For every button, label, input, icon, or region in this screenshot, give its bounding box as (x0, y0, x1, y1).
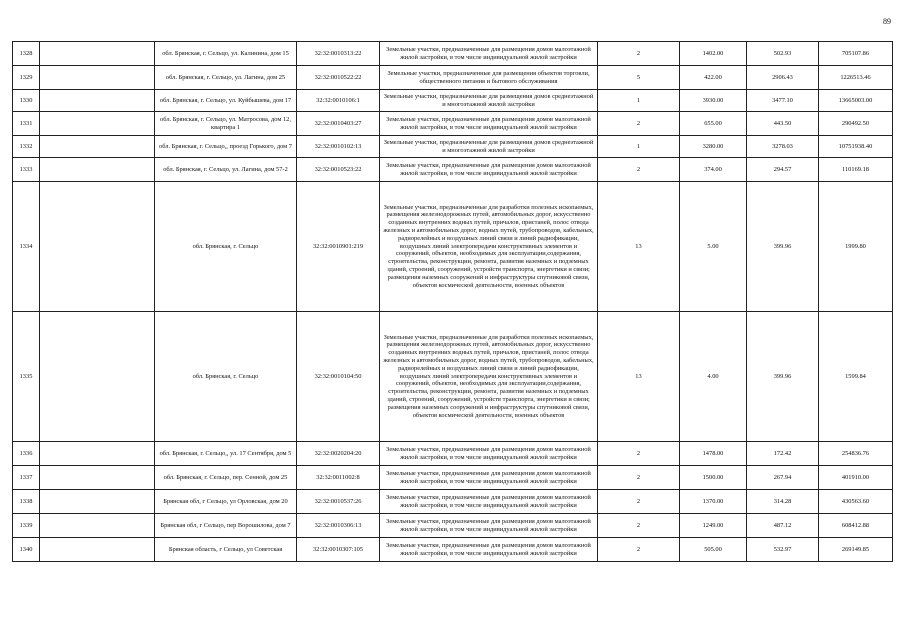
area-cell: 505.00 (680, 538, 747, 562)
cadastral-number-cell: 32:32:0010106:1 (297, 90, 380, 112)
cadastral-number-cell: 32:32:0010104:50 (297, 312, 380, 442)
cadastral-value-cell: 608412.88 (819, 514, 893, 538)
row-number-cell: 1332 (13, 136, 40, 158)
land-use-cell: Земельные участки, предназначенные для размещения домов малоэтажной жилой застройки, в том числе индивидуальной жилой застройки (380, 442, 598, 466)
address-cell: обл. Брянская, г. Сельцо,, проезд Горького, дом 7 (155, 136, 297, 158)
cadastral-value-cell: 1599.84 (819, 312, 893, 442)
group-cell: 13 (598, 182, 680, 312)
row-number-cell: 1336 (13, 442, 40, 466)
table-row (13, 514, 893, 538)
table-row (13, 158, 893, 182)
row-number-cell: 1330 (13, 90, 40, 112)
gap-cell (40, 514, 155, 538)
gap-cell (40, 312, 155, 442)
cadastral-value-cell: 10751938.40 (819, 136, 893, 158)
row-number-cell: 1337 (13, 466, 40, 490)
area-cell: 1370.00 (680, 490, 747, 514)
land-use-cell: Земельные участки, предназначенные для размещения объектов торговли, общественного питания и бытового обслуживания (380, 66, 598, 90)
address-cell: обл. Брянская, г. Сельцо (155, 312, 297, 442)
gap-cell (40, 90, 155, 112)
gap-cell (40, 112, 155, 136)
cadastral-number-cell: 32:32:0010523:22 (297, 158, 380, 182)
cadastral-number-cell: 32:32:0010102:13 (297, 136, 380, 158)
cadastral-value-cell: 430563.60 (819, 490, 893, 514)
land-use-cell: Земельные участки, предназначенные для размещения домов малоэтажной жилой застройки, в том числе индивидуальной жилой застройки (380, 158, 598, 182)
gap-cell (40, 136, 155, 158)
cadastral-number-cell: 32:32:0010522:22 (297, 66, 380, 90)
table-row (13, 42, 893, 66)
specific-value-cell: 502.93 (747, 42, 819, 66)
land-use-cell: Земельные участки, предназначенные для размещения домов малоэтажной жилой застройки, в том числе индивидуальной жилой застройки (380, 514, 598, 538)
gap-cell (40, 466, 155, 490)
table-row (13, 466, 893, 490)
group-cell: 5 (598, 66, 680, 90)
area-cell: 4.00 (680, 312, 747, 442)
cadastral-value-table (12, 41, 893, 562)
area-cell: 1500.00 (680, 466, 747, 490)
cadastral-number-cell: 32:32:0011002:8 (297, 466, 380, 490)
row-number-cell: 1333 (13, 158, 40, 182)
address-cell: обл. Брянская, г. Сельцо, ул. Лагина, дом 57-2 (155, 158, 297, 182)
area-cell: 3930.00 (680, 90, 747, 112)
table-row (13, 538, 893, 562)
specific-value-cell: 3477.10 (747, 90, 819, 112)
group-cell: 1 (598, 90, 680, 112)
specific-value-cell: 399.96 (747, 182, 819, 312)
address-cell: обл. Брянская, г. Сельцо,, ул. 17 Сентября, дом 5 (155, 442, 297, 466)
cadastral-number-cell: 32:32:0010306:13 (297, 514, 380, 538)
cadastral-value-cell: 705107.86 (819, 42, 893, 66)
land-use-cell: Земельные участки, предназначенные для размещения домов малоэтажной жилой застройки, в том числе индивидуальной жилой застройки (380, 112, 598, 136)
land-use-cell: Земельные участки, предназначенные для размещения домов малоэтажной жилой застройки, в том числе индивидуальной жилой застройки (380, 490, 598, 514)
table-row (13, 490, 893, 514)
specific-value-cell: 2906.43 (747, 66, 819, 90)
specific-value-cell: 443.50 (747, 112, 819, 136)
cadastral-value-cell: 13665003.00 (819, 90, 893, 112)
address-cell: обл. Брянская, г. Сельцо, ул. Лагина, дом 25 (155, 66, 297, 90)
cadastral-value-cell: 110169.18 (819, 158, 893, 182)
row-number-cell: 1334 (13, 182, 40, 312)
group-cell: 2 (598, 158, 680, 182)
area-cell: 655.00 (680, 112, 747, 136)
group-cell: 1 (598, 136, 680, 158)
row-number-cell: 1339 (13, 514, 40, 538)
address-cell: Брянская обл, г Сельцо, пер Ворошилова, дом 7 (155, 514, 297, 538)
specific-value-cell: 314.28 (747, 490, 819, 514)
cadastral-number-cell: 32:32:0010537:26 (297, 490, 380, 514)
group-cell: 2 (598, 442, 680, 466)
address-cell: Брянская область, г Сельцо, ул Советская (155, 538, 297, 562)
cadastral-value-cell: 1999.80 (819, 182, 893, 312)
specific-value-cell: 172.42 (747, 442, 819, 466)
gap-cell (40, 158, 155, 182)
table-row (13, 112, 893, 136)
row-number-cell: 1331 (13, 112, 40, 136)
area-cell: 422.00 (680, 66, 747, 90)
cadastral-number-cell: 32:32:0010307:105 (297, 538, 380, 562)
land-use-cell: Земельные участки, предназначенные для размещения домов среднеэтажной и многоэтажной жилой застройки (380, 136, 598, 158)
group-cell: 2 (598, 112, 680, 136)
group-cell: 2 (598, 538, 680, 562)
table-row (13, 136, 893, 158)
gap-cell (40, 66, 155, 90)
table-row (13, 312, 893, 442)
cadastral-value-cell: 290492.50 (819, 112, 893, 136)
row-number-cell: 1329 (13, 66, 40, 90)
row-number-cell: 1335 (13, 312, 40, 442)
land-use-cell: Земельные участки, предназначенные для размещения домов малоэтажной жилой застройки, в том числе индивидуальной жилой застройки (380, 466, 598, 490)
gap-cell (40, 42, 155, 66)
gap-cell (40, 182, 155, 312)
table-row (13, 182, 893, 312)
group-cell: 2 (598, 514, 680, 538)
row-number-cell: 1328 (13, 42, 40, 66)
address-cell: обл. Брянская, г. Сельцо, ул. Матросова, дом 12, квартира 1 (155, 112, 297, 136)
address-cell: обл. Брянская, г. Сельцо, ул. Куйбышева, дом 17 (155, 90, 297, 112)
land-use-cell: Земельные участки, предназначенные для разработки полезных ископаемых, размещения железнодорожных путей, автомобильных дорог, искусственно созданных внутренних водных путей, причалов, пристаней, полос отвода железных и автомобильных дорог, водных путей, трубопроводов, кабельных, радиорелейных и воздушных линий связи и линий радиофикации, воздушных линий электропередачи конструктивных элементов и сооружений, объектов, необходимых для эксплуатации,содержания, строительства, реконструкции, ремонта, развития наземных и подземных зданий, строений, сооружений, устройств транспорта, энергетики и связи; размещения наземных сооружений и инфраструктуры спутниковой связи, объектов космической деятельности, военных объектов (380, 312, 598, 442)
gap-cell (40, 442, 155, 466)
table-row (13, 66, 893, 90)
area-cell: 374.00 (680, 158, 747, 182)
table-body (13, 42, 893, 562)
specific-value-cell: 399.96 (747, 312, 819, 442)
address-cell: обл. Брянская, г. Сельцо, пер. Сенной, дом 25 (155, 466, 297, 490)
gap-cell (40, 490, 155, 514)
page-number: 89 (883, 17, 891, 26)
area-cell: 1249.00 (680, 514, 747, 538)
address-cell: обл. Брянская, г. Сельцо (155, 182, 297, 312)
area-cell: 1478.00 (680, 442, 747, 466)
group-cell: 2 (598, 42, 680, 66)
cadastral-value-cell: 1226513.46 (819, 66, 893, 90)
group-cell: 13 (598, 312, 680, 442)
specific-value-cell: 487.12 (747, 514, 819, 538)
cadastral-number-cell: 32:32:0010313:22 (297, 42, 380, 66)
group-cell: 2 (598, 466, 680, 490)
land-use-cell: Земельные участки, предназначенные для размещения домов малоэтажной жилой застройки, в том числе индивидуальной жилой застройки (380, 42, 598, 66)
specific-value-cell: 267.94 (747, 466, 819, 490)
specific-value-cell: 294.57 (747, 158, 819, 182)
address-cell: Брянская обл, г Сельцо, ул Орловская, дом 20 (155, 490, 297, 514)
cadastral-number-cell: 32:32:0020204:20 (297, 442, 380, 466)
group-cell: 2 (598, 490, 680, 514)
land-use-cell: Земельные участки, предназначенные для разработки полезных ископаемых, размещения железнодорожных путей, автомобильных дорог, искусственно созданных внутренних водных путей, причалов, пристаней, полос отвода железных и автомобильных дорог, водных путей, трубопроводов, кабельных, радиорелейных и воздушных линий связи и линий радиофикации, воздушных линий электропередачи конструктивных элементов и сооружений, объектов, необходимых для эксплуатации,содержания, строительства, реконструкции, ремонта, развития наземных и подземных зданий, строений, сооружений, устройств транспорта, энергетики и связи; размещения наземных сооружений и инфраструктуры спутниковой связи, объектов космической деятельности, военных объектов (380, 182, 598, 312)
specific-value-cell: 532.97 (747, 538, 819, 562)
land-use-cell: Земельные участки, предназначенные для размещения домов среднеэтажной и многоэтажной жилой застройки (380, 90, 598, 112)
row-number-cell: 1340 (13, 538, 40, 562)
area-cell: 5.00 (680, 182, 747, 312)
area-cell: 3280.00 (680, 136, 747, 158)
cadastral-number-cell: 32:32:0010901:219 (297, 182, 380, 312)
area-cell: 1402.00 (680, 42, 747, 66)
table-row (13, 442, 893, 466)
address-cell: обл. Брянская, г. Сельцо, ул. Калинина, дом 15 (155, 42, 297, 66)
cadastral-value-cell: 401910.00 (819, 466, 893, 490)
table-row (13, 90, 893, 112)
cadastral-number-cell: 32:32:0010403:27 (297, 112, 380, 136)
cadastral-value-cell: 269149.85 (819, 538, 893, 562)
row-number-cell: 1338 (13, 490, 40, 514)
specific-value-cell: 3278.03 (747, 136, 819, 158)
gap-cell (40, 538, 155, 562)
land-use-cell: Земельные участки, предназначенные для размещения домов малоэтажной жилой застройки, в том числе индивидуальной жилой застройки (380, 538, 598, 562)
cadastral-value-cell: 254836.76 (819, 442, 893, 466)
